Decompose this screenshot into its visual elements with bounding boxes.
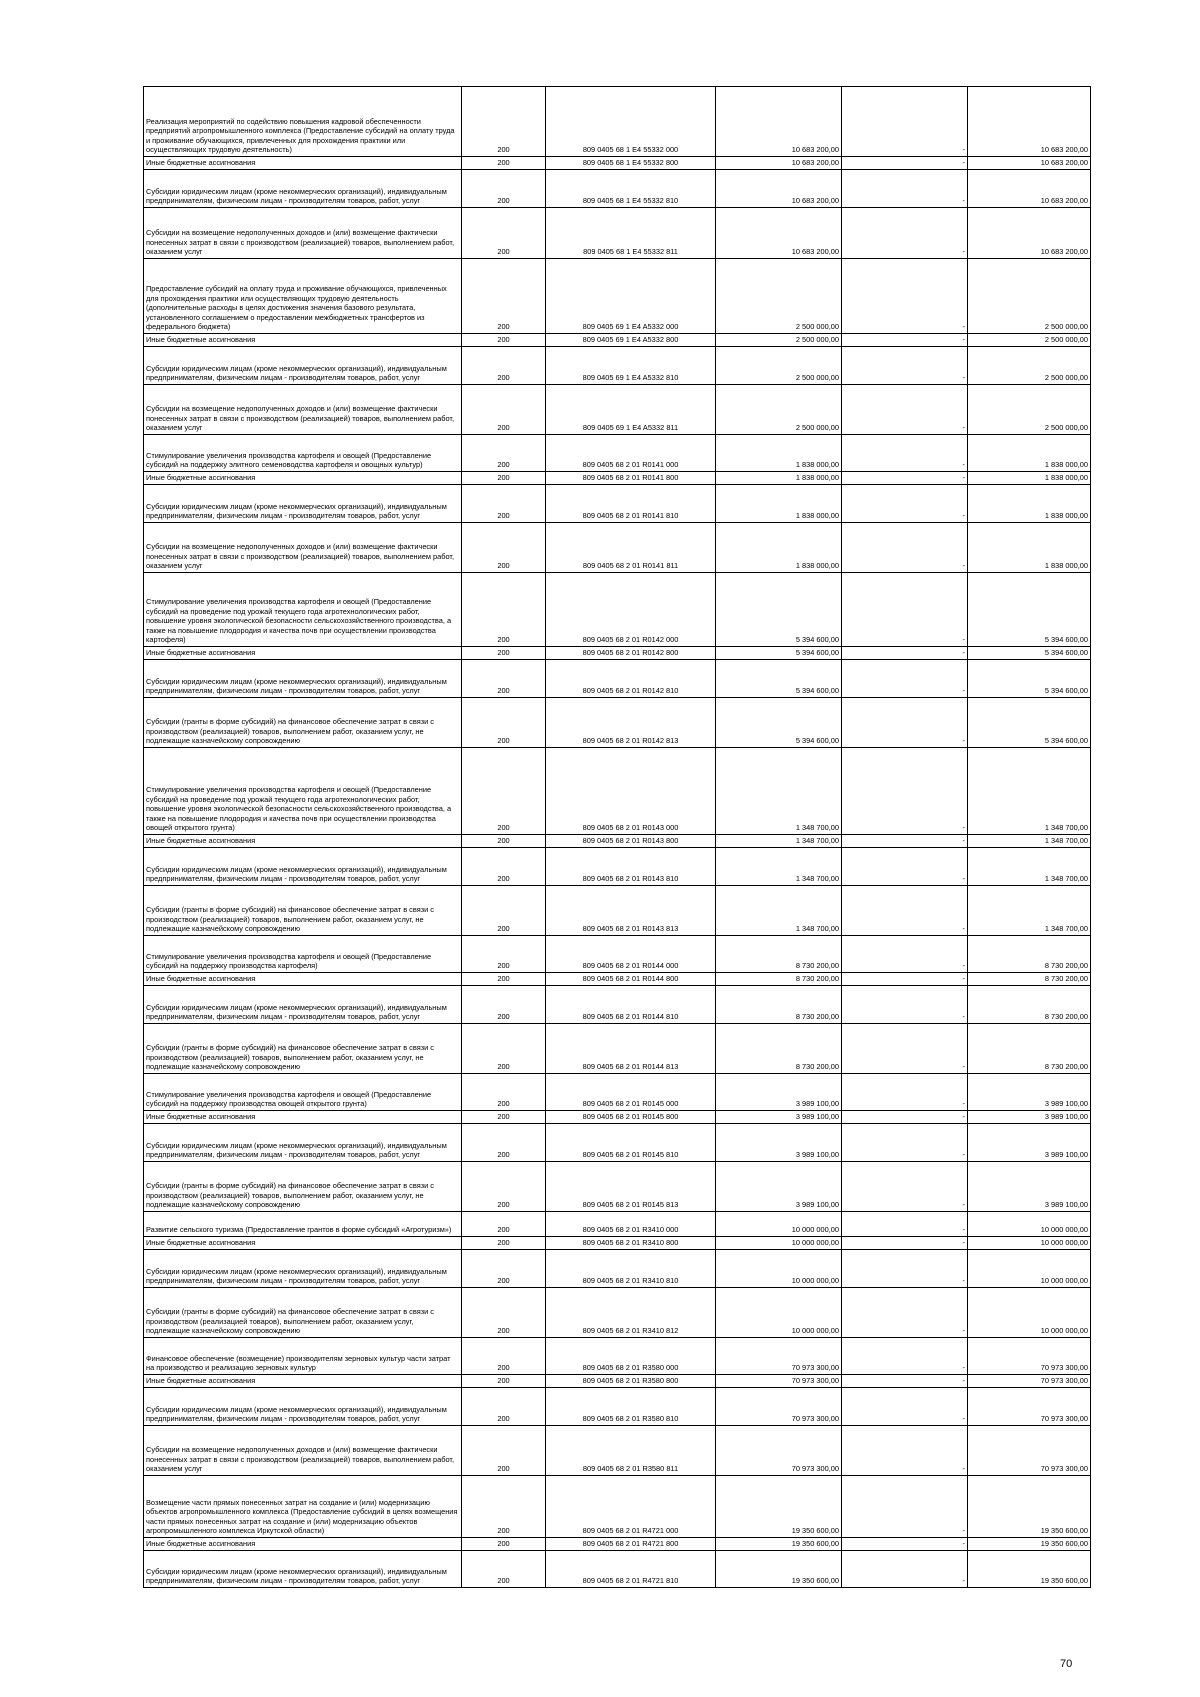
row-description: Иные бюджетные ассигнования [144,1375,462,1388]
table-row [144,1388,1091,1426]
row-total-amount: 10 000 000,00 [968,1212,1091,1237]
row-code: 200 [462,748,546,835]
row-change-amount: - [842,973,968,986]
row-description: Субсидии юридическим лицам (кроме некоммерческих организаций), индивидуальным предпринимателям, физическим лицам - производителям товаров, работ, услуг [144,347,462,385]
table-row [144,1426,1091,1476]
row-total-amount: 1 348 700,00 [968,886,1091,936]
row-kbk: 809 0405 68 2 01 R4721 000 [546,1476,716,1538]
row-change-amount: - [842,660,968,698]
row-code: 200 [462,886,546,936]
row-kbk: 809 0405 69 1 E4 A5332 810 [546,347,716,385]
row-kbk: 809 0405 68 2 01 R0141 811 [546,523,716,573]
table-row [144,208,1091,259]
row-change-amount: - [842,1338,968,1375]
row-code: 200 [462,347,546,385]
budget-table [143,86,1091,1588]
row-description: Иные бюджетные ассигнования [144,1237,462,1250]
row-total-amount: 8 730 200,00 [968,936,1091,973]
row-code: 200 [462,1476,546,1538]
row-kbk: 809 0405 68 2 01 R0143 810 [546,848,716,886]
row-plan-amount: 19 350 600,00 [716,1538,842,1551]
row-plan-amount: 1 838 000,00 [716,523,842,573]
row-change-amount: - [842,647,968,660]
row-plan-amount: 1 348 700,00 [716,886,842,936]
row-plan-amount: 8 730 200,00 [716,986,842,1024]
table-row [144,385,1091,435]
row-kbk: 809 0405 68 2 01 R0142 800 [546,647,716,660]
row-kbk: 809 0405 68 2 01 R3410 800 [546,1237,716,1250]
row-change-amount: - [842,1250,968,1288]
row-kbk: 809 0405 68 2 01 R0141 800 [546,472,716,485]
row-description: Стимулирование увеличения производства картофеля и овощей (Предоставление субсидий на проведение под урожай текущего года агротехнологических работ, повышение уровня экологической безопасности сельскохозяйственного производства, а также на повышение плодородия и качества почв при осуществлении производства овощей открытого грунта) [144,748,462,835]
row-change-amount: - [842,1237,968,1250]
row-total-amount: 5 394 600,00 [968,647,1091,660]
row-change-amount: - [842,936,968,973]
row-code: 200 [462,485,546,523]
row-change-amount: - [842,1024,968,1074]
row-total-amount: 2 500 000,00 [968,334,1091,347]
table-row [144,848,1091,886]
row-description: Субсидии (гранты в форме субсидий) на финансовое обеспечение затрат в связи с производством (реализацией) товаров, выполнением работ, оказанием услуг, не подлежащие казначейскому сопровождению [144,698,462,748]
row-total-amount: 19 350 600,00 [968,1476,1091,1538]
table-row [144,170,1091,208]
row-code: 200 [462,208,546,259]
row-code: 200 [462,1388,546,1426]
row-total-amount: 8 730 200,00 [968,986,1091,1024]
table-row [144,347,1091,385]
row-total-amount: 70 973 300,00 [968,1338,1091,1375]
row-kbk: 809 0405 68 2 01 R0142 813 [546,698,716,748]
row-change-amount: - [842,1111,968,1124]
row-description: Иные бюджетные ассигнования [144,1538,462,1551]
row-total-amount: 70 973 300,00 [968,1426,1091,1476]
row-description: Стимулирование увеличения производства картофеля и овощей (Предоставление субсидий на поддержку производства картофеля) [144,936,462,973]
row-code: 200 [462,1024,546,1074]
table-row [144,1111,1091,1124]
row-kbk: 809 0405 68 2 01 R3410 000 [546,1212,716,1237]
row-plan-amount: 3 989 100,00 [716,1074,842,1111]
row-code: 200 [462,573,546,647]
row-description: Субсидии на возмещение недополученных доходов и (или) возмещение фактически понесенных затрат в связи с производством (реализацией) товаров, выполнением работ, оказанием услуг [144,523,462,573]
row-description: Иные бюджетные ассигнования [144,334,462,347]
row-kbk: 809 0405 68 2 01 R3580 810 [546,1388,716,1426]
row-plan-amount: 10 000 000,00 [716,1288,842,1338]
table-row [144,1250,1091,1288]
row-change-amount: - [842,1476,968,1538]
table-row [144,886,1091,936]
table-row [144,1538,1091,1551]
row-change-amount: - [842,1124,968,1162]
row-total-amount: 10 683 200,00 [968,170,1091,208]
row-change-amount: - [842,1538,968,1551]
row-total-amount: 8 730 200,00 [968,973,1091,986]
row-total-amount: 10 000 000,00 [968,1250,1091,1288]
row-total-amount: 19 350 600,00 [968,1551,1091,1588]
row-description: Субсидии юридическим лицам (кроме некоммерческих организаций), индивидуальным предпринимателям, физическим лицам - производителям товаров, работ, услуг [144,1250,462,1288]
row-description: Стимулирование увеличения производства картофеля и овощей (Предоставление субсидий на проведение под урожай текущего года агротехнологических работ, повышение уровня экологической безопасности сельскохозяйственного производства, а также на повышение плодородия и качества почв при осуществлении производства картофеля) [144,573,462,647]
row-kbk: 809 0405 68 2 01 R3410 812 [546,1288,716,1338]
row-total-amount: 3 989 100,00 [968,1162,1091,1212]
table-row [144,523,1091,573]
row-plan-amount: 2 500 000,00 [716,385,842,435]
row-description: Субсидии (гранты в форме субсидий) на финансовое обеспечение затрат в связи с производством (реализацией товаров), выполнением работ, оказанием услуг, подлежащие казначейскому сопровождению [144,1288,462,1338]
row-kbk: 809 0405 68 1 E4 55332 811 [546,208,716,259]
row-kbk: 809 0405 68 2 01 R0143 800 [546,835,716,848]
row-total-amount: 70 973 300,00 [968,1388,1091,1426]
row-plan-amount: 70 973 300,00 [716,1338,842,1375]
table-row [144,1162,1091,1212]
table-row [144,936,1091,973]
row-code: 200 [462,334,546,347]
table-row [144,660,1091,698]
row-kbk: 809 0405 68 2 01 R0145 800 [546,1111,716,1124]
row-kbk: 809 0405 68 2 01 R3580 000 [546,1338,716,1375]
row-plan-amount: 10 683 200,00 [716,208,842,259]
row-code: 200 [462,1338,546,1375]
row-total-amount: 10 683 200,00 [968,87,1091,157]
row-total-amount: 3 989 100,00 [968,1111,1091,1124]
row-description: Развитие сельского туризма (Предоставление грантов в форме субсидий «Агротуризм») [144,1212,462,1237]
row-change-amount: - [842,1551,968,1588]
table-row [144,87,1091,157]
row-kbk: 809 0405 68 2 01 R0145 813 [546,1162,716,1212]
row-change-amount: - [842,523,968,573]
row-plan-amount: 3 989 100,00 [716,1124,842,1162]
row-plan-amount: 10 683 200,00 [716,170,842,208]
row-code: 200 [462,1074,546,1111]
row-description: Субсидии юридическим лицам (кроме некоммерческих организаций), индивидуальным предпринимателям, физическим лицам - производителям товаров, работ, услуг [144,1388,462,1426]
row-code: 200 [462,1111,546,1124]
row-kbk: 809 0405 68 1 E4 55332 810 [546,170,716,208]
table-row [144,157,1091,170]
row-kbk: 809 0405 68 2 01 R0145 810 [546,1124,716,1162]
row-kbk: 809 0405 68 2 01 R0144 000 [546,936,716,973]
row-code: 200 [462,472,546,485]
row-plan-amount: 1 348 700,00 [716,848,842,886]
row-kbk: 809 0405 68 2 01 R0141 810 [546,485,716,523]
row-plan-amount: 5 394 600,00 [716,573,842,647]
row-kbk: 809 0405 68 2 01 R3580 811 [546,1426,716,1476]
table-row [144,435,1091,472]
row-description: Иные бюджетные ассигнования [144,647,462,660]
row-code: 200 [462,1426,546,1476]
row-description: Предоставление субсидий на оплату труда и проживание обучающихся, привлеченных для прохождения практики или осуществляющих трудовую деятельность (дополнительные расходы в целях достижения значения базового результата, установленного соглашением о предоставлении межбюджетных трансфертов из федерального бюджета) [144,259,462,334]
row-description: Субсидии на возмещение недополученных доходов и (или) возмещение фактически понесенных затрат в связи с производством (реализацией) товаров, выполнением работ, оказанием услуг [144,385,462,435]
row-change-amount: - [842,1388,968,1426]
row-change-amount: - [842,886,968,936]
row-code: 200 [462,523,546,573]
row-plan-amount: 10 683 200,00 [716,87,842,157]
row-plan-amount: 70 973 300,00 [716,1426,842,1476]
row-total-amount: 5 394 600,00 [968,660,1091,698]
row-plan-amount: 19 350 600,00 [716,1551,842,1588]
row-change-amount: - [842,698,968,748]
row-total-amount: 1 348 700,00 [968,748,1091,835]
row-code: 200 [462,1124,546,1162]
row-change-amount: - [842,748,968,835]
row-total-amount: 3 989 100,00 [968,1074,1091,1111]
row-plan-amount: 8 730 200,00 [716,936,842,973]
row-plan-amount: 8 730 200,00 [716,1024,842,1074]
row-kbk: 809 0405 68 2 01 R3580 800 [546,1375,716,1388]
table-row [144,472,1091,485]
table-row [144,748,1091,835]
row-kbk: 809 0405 68 1 E4 55332 000 [546,87,716,157]
row-change-amount: - [842,385,968,435]
row-change-amount: - [842,1375,968,1388]
row-plan-amount: 2 500 000,00 [716,259,842,334]
row-plan-amount: 1 838 000,00 [716,435,842,472]
row-change-amount: - [842,259,968,334]
row-code: 200 [462,1212,546,1237]
row-description: Субсидии юридическим лицам (кроме некоммерческих организаций), индивидуальным предпринимателям, физическим лицам - производителям товаров, работ, услуг [144,1124,462,1162]
row-code: 200 [462,647,546,660]
row-total-amount: 5 394 600,00 [968,573,1091,647]
row-description: Возмещение части прямых понесенных затрат на создание и (или) модернизацию объектов агропромышленного комплекса (Предоставление субсидий в целях возмещения части прямых понесенных затрат на создание и (или) модернизацию объектов агропромышленного комплекса Иркутской области) [144,1476,462,1538]
row-code: 200 [462,1237,546,1250]
row-change-amount: - [842,835,968,848]
row-change-amount: - [842,157,968,170]
row-total-amount: 1 348 700,00 [968,848,1091,886]
table-row [144,973,1091,986]
row-plan-amount: 10 000 000,00 [716,1212,842,1237]
row-total-amount: 10 683 200,00 [968,157,1091,170]
row-description: Субсидии (гранты в форме субсидий) на финансовое обеспечение затрат в связи с производством (реализацией) товаров, выполнением работ, оказанием услуг, не подлежащие казначейскому сопровождению [144,886,462,936]
row-change-amount: - [842,1162,968,1212]
row-description: Финансовое обеспечение (возмещение) производителям зерновых культур части затрат на производство и реализацию зерновых культур [144,1338,462,1375]
row-kbk: 809 0405 68 2 01 R0144 810 [546,986,716,1024]
row-kbk: 809 0405 68 2 01 R0144 813 [546,1024,716,1074]
row-description: Иные бюджетные ассигнования [144,157,462,170]
row-kbk: 809 0405 68 2 01 R3410 810 [546,1250,716,1288]
row-kbk: 809 0405 68 2 01 R4721 800 [546,1538,716,1551]
row-description: Иные бюджетные ассигнования [144,1111,462,1124]
row-change-amount: - [842,1074,968,1111]
row-change-amount: - [842,1288,968,1338]
row-plan-amount: 1 838 000,00 [716,472,842,485]
row-code: 200 [462,1162,546,1212]
row-code: 200 [462,157,546,170]
row-kbk: 809 0405 69 1 E4 A5332 811 [546,385,716,435]
row-plan-amount: 5 394 600,00 [716,647,842,660]
row-code: 200 [462,1538,546,1551]
row-description: Иные бюджетные ассигнования [144,973,462,986]
row-kbk: 809 0405 68 2 01 R0145 000 [546,1074,716,1111]
row-change-amount: - [842,347,968,385]
budget-table-container [143,86,1090,1588]
row-code: 200 [462,698,546,748]
row-description: Субсидии на возмещение недополученных доходов и (или) возмещение фактически понесенных затрат в связи с производством (реализацией) товаров, выполнением работ, оказанием услуг [144,1426,462,1476]
row-total-amount: 8 730 200,00 [968,1024,1091,1074]
row-plan-amount: 2 500 000,00 [716,347,842,385]
row-description: Субсидии юридическим лицам (кроме некоммерческих организаций), индивидуальным предпринимателям, физическим лицам - производителям товаров, работ, услуг [144,485,462,523]
row-description: Стимулирование увеличения производства картофеля и овощей (Предоставление субсидий на поддержку производства овощей открытого грунта) [144,1074,462,1111]
row-kbk: 809 0405 68 2 01 R0144 800 [546,973,716,986]
row-kbk: 809 0405 69 1 E4 A5332 000 [546,259,716,334]
row-plan-amount: 8 730 200,00 [716,973,842,986]
row-total-amount: 2 500 000,00 [968,347,1091,385]
row-code: 200 [462,936,546,973]
table-row [144,1074,1091,1111]
row-kbk: 809 0405 68 1 E4 55332 800 [546,157,716,170]
row-change-amount: - [842,848,968,886]
row-plan-amount: 2 500 000,00 [716,334,842,347]
table-row [144,835,1091,848]
row-total-amount: 5 394 600,00 [968,698,1091,748]
page-number: 70 [1060,1658,1073,1670]
row-kbk: 809 0405 68 2 01 R4721 810 [546,1551,716,1588]
row-code: 200 [462,1551,546,1588]
row-total-amount: 2 500 000,00 [968,385,1091,435]
row-description: Реализация мероприятий по содействию повышения кадровой обеспеченности предприятий агропромышленного комплекса (Предоставление субсидий на оплату труда и проживание обучающихся, привлеченных для прохождения практики или осуществляющих трудовую деятельность) [144,87,462,157]
row-change-amount: - [842,1212,968,1237]
row-change-amount: - [842,472,968,485]
row-code: 200 [462,87,546,157]
row-plan-amount: 5 394 600,00 [716,660,842,698]
row-plan-amount: 1 348 700,00 [716,748,842,835]
row-code: 200 [462,1288,546,1338]
row-description: Субсидии юридическим лицам (кроме некоммерческих организаций), индивидуальным предпринимателям, физическим лицам - производителям товаров, работ, услуг [144,986,462,1024]
row-change-amount: - [842,1426,968,1476]
row-total-amount: 10 000 000,00 [968,1237,1091,1250]
row-kbk: 809 0405 68 2 01 R0142 810 [546,660,716,698]
row-code: 200 [462,385,546,435]
row-code: 200 [462,259,546,334]
table-row [144,647,1091,660]
budget-table-body [144,87,1091,1588]
row-change-amount: - [842,573,968,647]
row-plan-amount: 5 394 600,00 [716,698,842,748]
row-total-amount: 1 348 700,00 [968,835,1091,848]
table-row [144,1476,1091,1538]
row-code: 200 [462,1250,546,1288]
row-total-amount: 70 973 300,00 [968,1375,1091,1388]
row-kbk: 809 0405 69 1 E4 A5332 800 [546,334,716,347]
table-row [144,1288,1091,1338]
row-change-amount: - [842,334,968,347]
table-row [144,986,1091,1024]
row-plan-amount: 3 989 100,00 [716,1162,842,1212]
row-change-amount: - [842,87,968,157]
row-description: Субсидии юридическим лицам (кроме некоммерческих организаций), индивидуальным предпринимателям, физическим лицам - производителям товаров, работ, услуг [144,848,462,886]
table-row [144,573,1091,647]
table-row [144,1551,1091,1588]
row-total-amount: 19 350 600,00 [968,1538,1091,1551]
row-change-amount: - [842,170,968,208]
row-description: Иные бюджетные ассигнования [144,835,462,848]
row-plan-amount: 70 973 300,00 [716,1388,842,1426]
table-row [144,485,1091,523]
row-description: Субсидии юридическим лицам (кроме некоммерческих организаций), индивидуальным предпринимателям, физическим лицам - производителям товаров, работ, услуг [144,660,462,698]
row-description: Субсидии юридическим лицам (кроме некоммерческих организаций), индивидуальным предпринимателям, физическим лицам - производителям товаров, работ, услуг [144,1551,462,1588]
row-kbk: 809 0405 68 2 01 R0141 000 [546,435,716,472]
row-total-amount: 1 838 000,00 [968,523,1091,573]
row-total-amount: 1 838 000,00 [968,472,1091,485]
row-total-amount: 3 989 100,00 [968,1124,1091,1162]
row-plan-amount: 10 000 000,00 [716,1237,842,1250]
row-change-amount: - [842,208,968,259]
row-code: 200 [462,170,546,208]
row-code: 200 [462,986,546,1024]
row-total-amount: 10 683 200,00 [968,208,1091,259]
row-description: Субсидии на возмещение недополученных доходов и (или) возмещение фактически понесенных затрат в связи с производством (реализацией) товаров, выполнением работ, оказанием услуг [144,208,462,259]
row-plan-amount: 10 000 000,00 [716,1250,842,1288]
row-change-amount: - [842,435,968,472]
row-description: Субсидии юридическим лицам (кроме некоммерческих организаций), индивидуальным предпринимателям, физическим лицам - производителям товаров, работ, услуг [144,170,462,208]
table-row [144,334,1091,347]
row-kbk: 809 0405 68 2 01 R0143 000 [546,748,716,835]
row-code: 200 [462,660,546,698]
row-kbk: 809 0405 68 2 01 R0142 000 [546,573,716,647]
row-plan-amount: 10 683 200,00 [716,157,842,170]
row-description: Субсидии (гранты в форме субсидий) на финансовое обеспечение затрат в связи с производством (реализацией) товаров, выполнением работ, оказанием услуг, не подлежащие казначейскому сопровождению [144,1162,462,1212]
row-total-amount: 10 000 000,00 [968,1288,1091,1338]
row-description: Субсидии (гранты в форме субсидий) на финансовое обеспечение затрат в связи с производством (реализацией) товаров, выполнением работ, оказанием услуг, не подлежащие казначейскому сопровождению [144,1024,462,1074]
table-row [144,1212,1091,1237]
table-row [144,1237,1091,1250]
table-row [144,1124,1091,1162]
row-plan-amount: 70 973 300,00 [716,1375,842,1388]
row-code: 200 [462,835,546,848]
row-code: 200 [462,1375,546,1388]
row-plan-amount: 3 989 100,00 [716,1111,842,1124]
row-total-amount: 1 838 000,00 [968,485,1091,523]
row-description: Стимулирование увеличения производства картофеля и овощей (Предоставление субсидий на поддержку элитного семеноводства картофеля и овощных культур) [144,435,462,472]
table-row [144,259,1091,334]
row-change-amount: - [842,986,968,1024]
row-code: 200 [462,973,546,986]
row-plan-amount: 1 838 000,00 [716,485,842,523]
table-row [144,698,1091,748]
row-code: 200 [462,848,546,886]
row-total-amount: 2 500 000,00 [968,259,1091,334]
row-plan-amount: 19 350 600,00 [716,1476,842,1538]
row-change-amount: - [842,485,968,523]
table-row [144,1024,1091,1074]
row-plan-amount: 1 348 700,00 [716,835,842,848]
row-total-amount: 1 838 000,00 [968,435,1091,472]
row-kbk: 809 0405 68 2 01 R0143 813 [546,886,716,936]
row-code: 200 [462,435,546,472]
table-row [144,1338,1091,1375]
row-description: Иные бюджетные ассигнования [144,472,462,485]
table-row [144,1375,1091,1388]
